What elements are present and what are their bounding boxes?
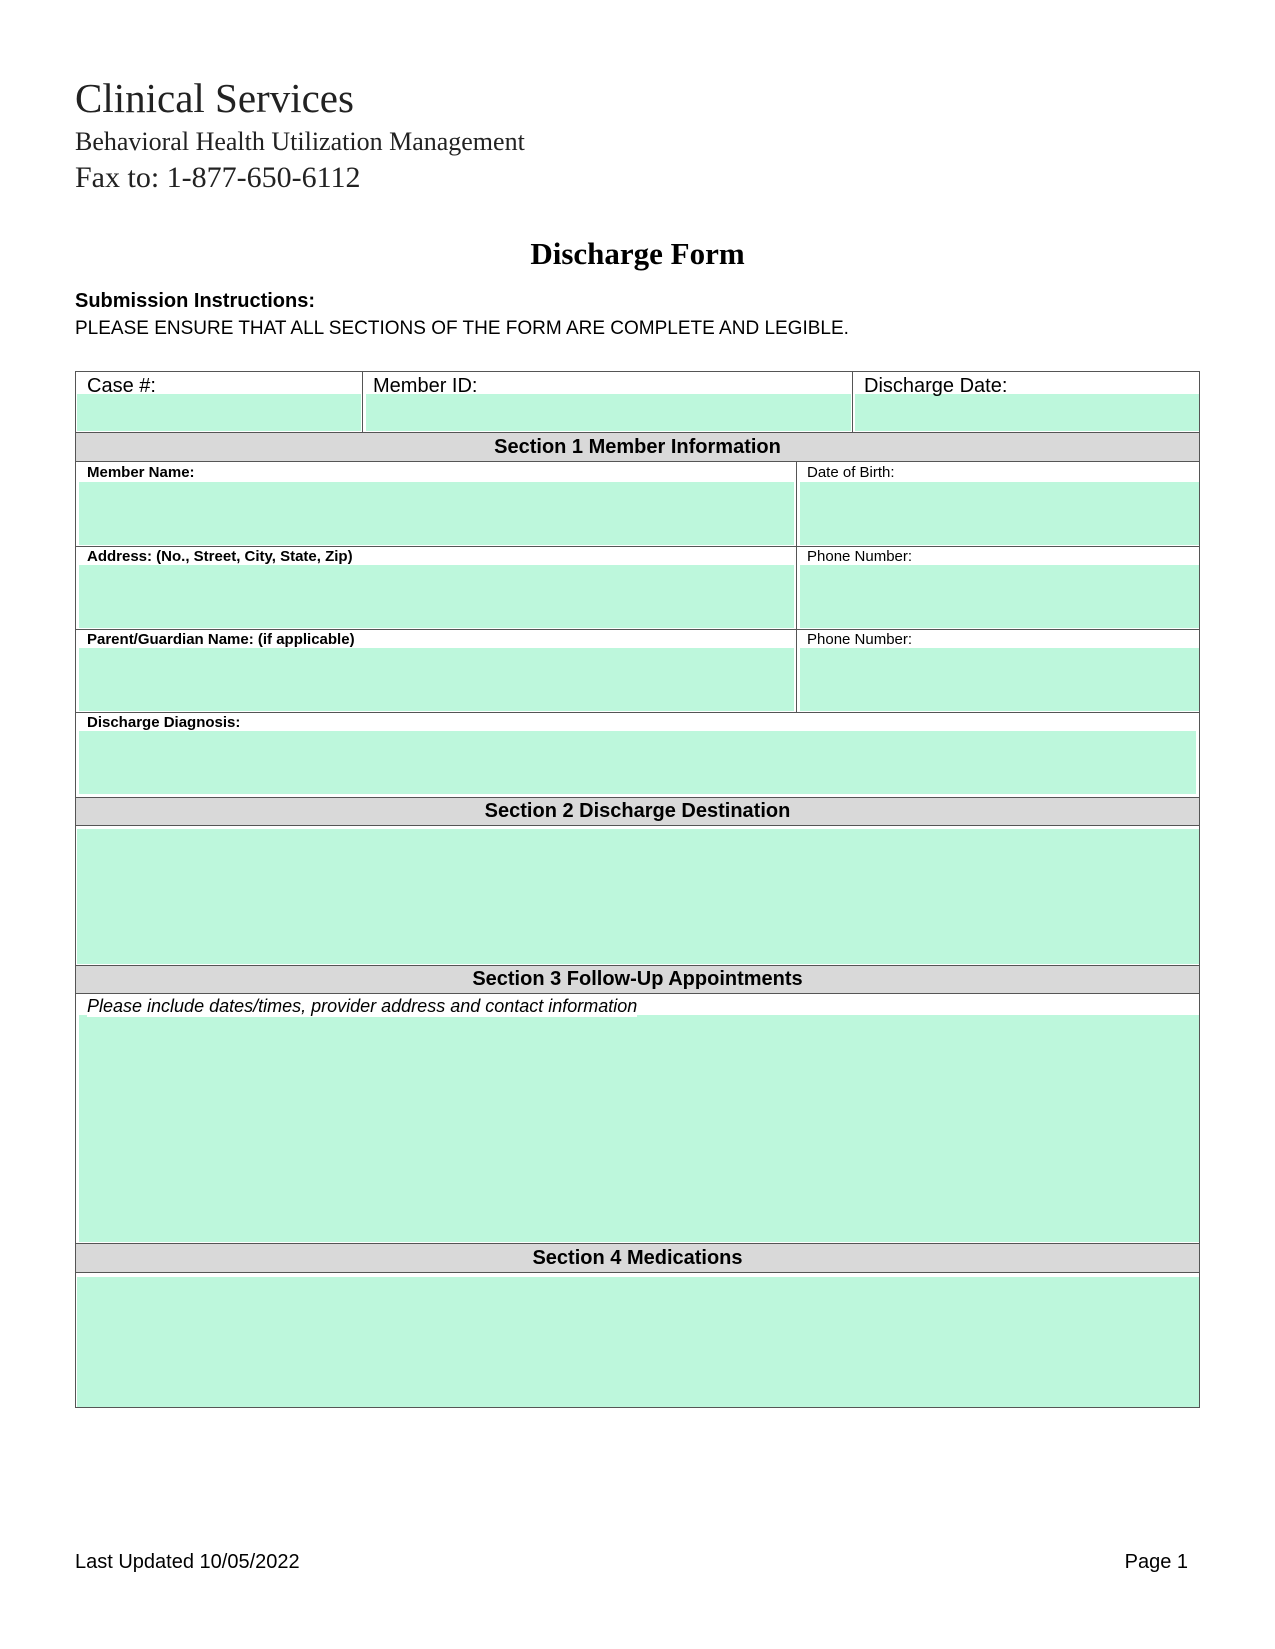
form-title: Discharge Form [530, 236, 745, 271]
follow-up-appointments-field[interactable] [79, 1015, 1199, 1242]
org-title: Clinical Services [75, 75, 354, 121]
case-number-field[interactable] [77, 394, 361, 431]
section-2-header: Section 2 Discharge Destination [76, 797, 1199, 826]
guardian-name-field[interactable] [79, 648, 794, 711]
section-1-header: Section 1 Member Information [76, 432, 1199, 462]
last-updated: Last Updated 10/05/2022 [75, 1551, 300, 1573]
discharge-date-label: Discharge Date: [864, 375, 1008, 397]
phone-number-label: Phone Number: [807, 548, 913, 565]
address-label: Address: (No., Street, City, State, Zip) [87, 548, 353, 565]
member-id-field[interactable] [366, 394, 851, 431]
follow-up-note: Please include dates/times, provider address and contact information [87, 996, 638, 1016]
case-number-label: Case #: [87, 375, 156, 397]
member-name-field[interactable] [79, 482, 794, 545]
page-number: Page 1 [1124, 1551, 1188, 1573]
discharge-diagnosis-field[interactable] [79, 731, 1196, 794]
member-id-label: Member ID: [373, 375, 478, 397]
date-of-birth-label: Date of Birth: [807, 464, 895, 481]
instructions-label: Submission Instructions: [75, 290, 316, 312]
member-name-label: Member Name: [87, 464, 195, 481]
address-field[interactable] [79, 565, 794, 628]
date-of-birth-field[interactable] [800, 482, 1199, 545]
section-4-header: Section 4 Medications [76, 1243, 1199, 1273]
guardian-name-label: Parent/Guardian Name: (if applicable) [87, 631, 355, 648]
fax-number: Fax to: 1-877-650-6112 [75, 161, 361, 194]
org-subtitle: Behavioral Health Utilization Management [75, 127, 525, 156]
guardian-phone-label: Phone Number: [807, 631, 913, 648]
discharge-diagnosis-label: Discharge Diagnosis: [87, 714, 241, 731]
discharge-date-field[interactable] [855, 394, 1199, 431]
medications-field[interactable] [77, 1277, 1199, 1407]
discharge-destination-field[interactable] [77, 829, 1199, 964]
section-3-header: Section 3 Follow-Up Appointments [76, 965, 1199, 994]
instructions-text: PLEASE ENSURE THAT ALL SECTIONS OF THE FORM ARE COMPLETE AND LEGIBLE. [75, 318, 849, 339]
phone-number-field[interactable] [800, 565, 1199, 628]
discharge-form [75, 371, 1200, 1408]
guardian-phone-field[interactable] [800, 648, 1199, 711]
